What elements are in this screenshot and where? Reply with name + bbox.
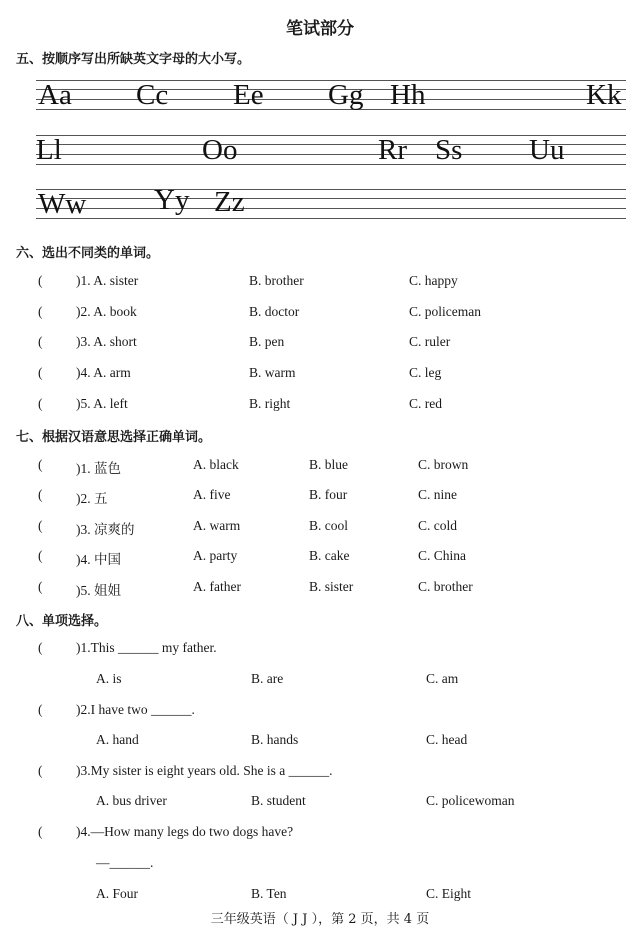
letter-pair: Ll: [36, 134, 62, 166]
letter-pair: Kk: [586, 79, 622, 111]
question-option-a: )2. A. book: [76, 304, 137, 319]
option-c: C. China: [418, 548, 467, 563]
section-8-heading: 八、单项选择。: [16, 614, 108, 629]
question-option-a: )1. A. sister: [76, 273, 139, 288]
answer-blank[interactable]: (: [38, 763, 43, 778]
option-c: C. am: [426, 671, 459, 686]
answer-blank[interactable]: (: [38, 304, 43, 319]
letter-pair: Rr: [378, 134, 407, 166]
letter-pair: Oo: [202, 134, 238, 166]
page-title: 笔试部分: [286, 19, 354, 39]
answer-blank[interactable]: (: [38, 487, 43, 502]
option-a: A. party: [193, 548, 238, 563]
option-c: C. policewoman: [426, 793, 515, 808]
letter-pair: Cc: [136, 79, 169, 111]
section-7-heading: 七、根据汉语意思选择正确单词。: [16, 430, 212, 445]
question-text: )1.This ______ my father.: [76, 640, 217, 655]
option-b: B. right: [249, 396, 291, 411]
question-text: )3.My sister is eight years old. She is a ______.: [76, 763, 333, 778]
option-a: A. Four: [96, 886, 139, 901]
option-b: B. cool: [309, 518, 348, 533]
answer-blank[interactable]: (: [38, 273, 43, 288]
option-a: A. black: [193, 457, 239, 472]
answer-line: —______.: [96, 855, 154, 870]
option-b: B. four: [309, 487, 348, 502]
answer-blank[interactable]: (: [38, 702, 43, 717]
option-a: A. warm: [193, 518, 241, 533]
letter-pair: Ww: [38, 188, 87, 220]
answer-blank[interactable]: (: [38, 334, 43, 349]
option-a: A. hand: [96, 732, 139, 747]
option-a: A. is: [96, 671, 122, 686]
answer-blank[interactable]: (: [38, 579, 43, 594]
option-c: C. leg: [409, 365, 442, 380]
option-a: A. father: [193, 579, 241, 594]
question-number: )2. 五: [76, 491, 108, 506]
question-text: )2.I have two ______.: [76, 702, 195, 717]
option-b: B. hands: [251, 732, 299, 747]
letter-pair: Uu: [529, 134, 565, 166]
letter-pair: Ee: [233, 79, 264, 111]
option-b: B. doctor: [249, 304, 300, 319]
answer-blank[interactable]: (: [38, 518, 43, 533]
option-c: C. brother: [418, 579, 473, 594]
option-b: B. student: [251, 793, 306, 808]
option-c: C. brown: [418, 457, 469, 472]
option-a: A. five: [193, 487, 231, 502]
page-footer: 三年级英语（ J J ），第 2 页，共 4 页: [210, 912, 430, 927]
question-number: )4. 中国: [76, 552, 121, 567]
letter-pair: Aa: [38, 79, 72, 111]
option-b: B. blue: [309, 457, 348, 472]
answer-blank[interactable]: (: [38, 365, 43, 380]
question-number: )3. 凉爽的: [76, 522, 135, 537]
letter-pair: Zz: [214, 186, 245, 218]
option-c: C. red: [409, 396, 442, 411]
letter-pair: Ss: [435, 134, 463, 166]
option-c: C. policeman: [409, 304, 481, 319]
option-b: B. cake: [309, 548, 350, 563]
answer-blank[interactable]: (: [38, 824, 43, 839]
option-c: C. nine: [418, 487, 457, 502]
letter-pair: Yy: [154, 184, 190, 216]
question-number: )1. 蓝色: [76, 461, 121, 476]
option-a: A. bus driver: [96, 793, 167, 808]
question-option-a: )3. A. short: [76, 334, 137, 349]
option-c: C. Eight: [426, 886, 472, 901]
answer-blank[interactable]: (: [38, 548, 43, 563]
option-b: B. brother: [249, 273, 304, 288]
question-number: )5. 姐姐: [76, 583, 121, 598]
letter-pair: Gg: [328, 79, 364, 111]
option-c: C. ruler: [409, 334, 451, 349]
option-b: B. pen: [249, 334, 285, 349]
question-option-a: )5. A. left: [76, 396, 128, 411]
answer-blank[interactable]: (: [38, 396, 43, 411]
question-text: )4.—How many legs do two dogs have?: [76, 824, 294, 839]
answer-blank[interactable]: (: [38, 640, 43, 655]
answer-blank[interactable]: (: [38, 457, 43, 472]
letter-pair: Hh: [390, 79, 426, 111]
option-b: B. Ten: [251, 886, 287, 901]
option-b: B. are: [251, 671, 284, 686]
section-5-heading: 五、按顺序写出所缺英文字母的大小写。: [16, 52, 251, 67]
option-b: B. warm: [249, 365, 296, 380]
option-c: C. head: [426, 732, 468, 747]
option-c: C. cold: [418, 518, 457, 533]
question-option-a: )4. A. arm: [76, 365, 131, 380]
option-b: B. sister: [309, 579, 354, 594]
option-c: C. happy: [409, 273, 458, 288]
section-6-heading: 六、选出不同类的单词。: [16, 246, 160, 261]
